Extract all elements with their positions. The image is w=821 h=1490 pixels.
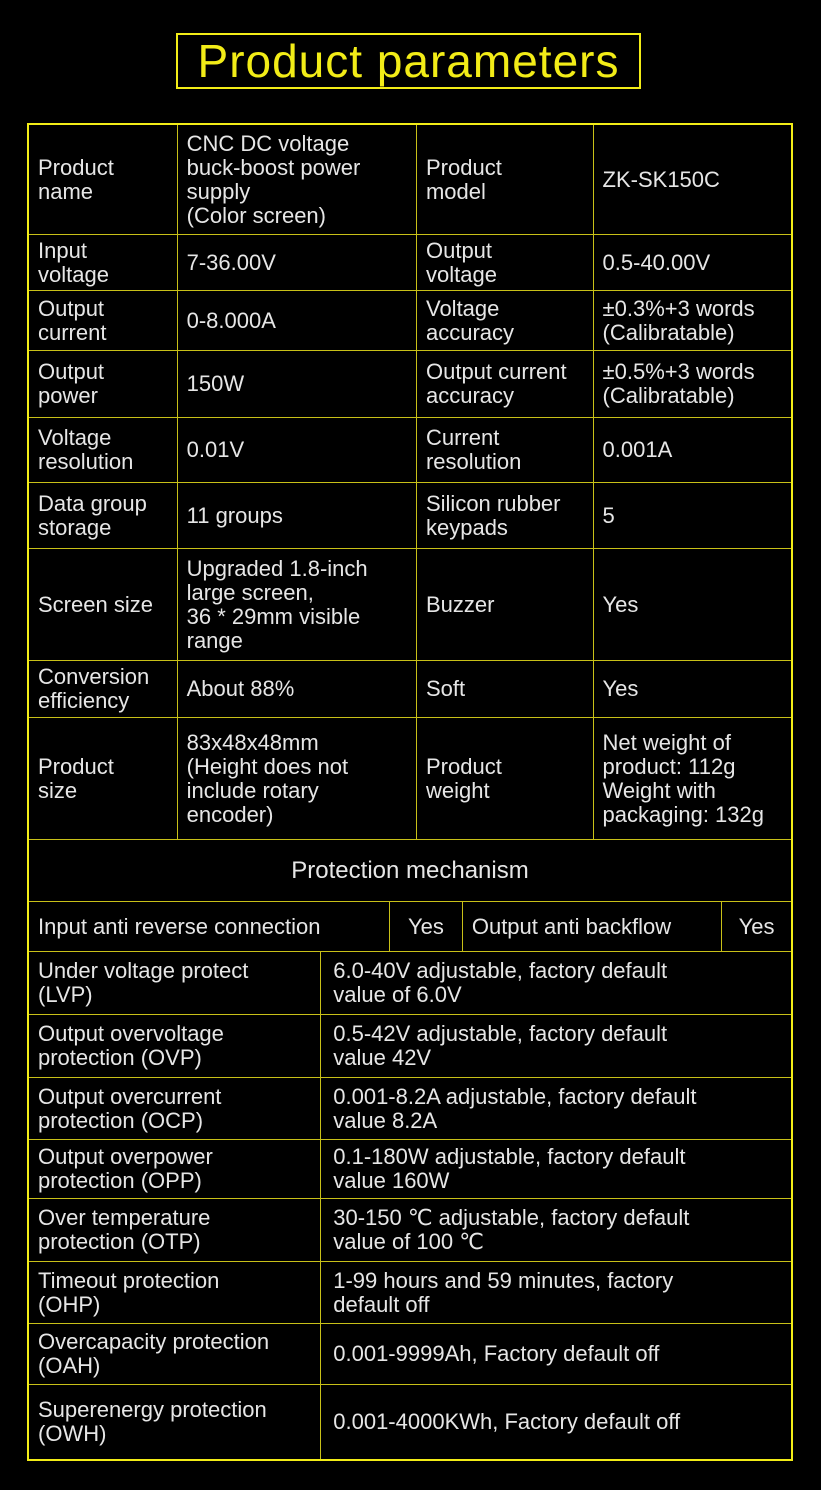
protection-value: 6.0-40V adjustable, factory default value of 6.0V bbox=[320, 952, 791, 1014]
param-value: Yes bbox=[389, 902, 462, 951]
title-box bbox=[176, 33, 641, 89]
param-label: Input anti reverse connection bbox=[38, 913, 321, 939]
param-value: Yes bbox=[721, 902, 791, 951]
param-value: 11 groups bbox=[177, 483, 416, 548]
protection-value: 0.001-8.2A adjustable, factory default value 8.2A bbox=[320, 1078, 791, 1139]
protection-value: 30-150 ℃ adjustable, factory default value of 100 ℃ bbox=[320, 1199, 791, 1261]
table-row bbox=[29, 717, 791, 839]
protection-value: 1-99 hours and 59 minutes, factory default off bbox=[320, 1262, 791, 1323]
param-label: Voltage accuracy bbox=[416, 291, 593, 350]
protection-label: Overcapacity protection (OAH) bbox=[38, 1329, 270, 1378]
section-title: Protection mechanism bbox=[291, 856, 529, 884]
param-label: Output voltage bbox=[416, 235, 593, 290]
param-label: Data group storage bbox=[38, 490, 147, 540]
param-value: ±0.5%+3 words (Calibratable) bbox=[593, 351, 791, 417]
param-value: 150W bbox=[177, 351, 416, 417]
param-label: Product size bbox=[38, 753, 114, 803]
param-value: 5 bbox=[593, 483, 791, 548]
param-label: Product weight bbox=[416, 718, 593, 839]
table-row bbox=[29, 234, 791, 290]
param-value: 0-8.000A bbox=[177, 291, 416, 350]
table-row bbox=[29, 1261, 791, 1323]
param-label: Output power bbox=[38, 359, 105, 408]
param-label: Output current accuracy bbox=[416, 351, 593, 417]
protection-label: Timeout protection (OHP) bbox=[38, 1267, 220, 1317]
table-row bbox=[29, 350, 791, 417]
parameters-table bbox=[27, 123, 793, 1461]
page-title: Product parameters bbox=[197, 35, 620, 87]
param-label: Screen size bbox=[38, 591, 153, 617]
param-label: Current resolution bbox=[416, 418, 593, 482]
param-label: Silicon rubber keypads bbox=[416, 483, 593, 548]
protection-value: 0.001-4000KWh, Factory default off bbox=[320, 1385, 791, 1459]
table-row bbox=[29, 290, 791, 350]
table-row bbox=[29, 1323, 791, 1384]
param-value: Yes bbox=[593, 661, 791, 717]
section-header-row bbox=[29, 839, 791, 901]
table-row bbox=[29, 417, 791, 482]
param-value: Upgraded 1.8-inch large screen, 36 * 29mm visible range bbox=[177, 549, 416, 660]
protection-label: Output overpower protection (OPP) bbox=[38, 1144, 213, 1193]
param-label: Output anti backflow bbox=[462, 902, 721, 951]
param-value: 83x48x48mm (Height does not include rotary encoder) bbox=[177, 718, 416, 839]
param-label: Conversion efficiency bbox=[38, 664, 150, 713]
param-value: 0.01V bbox=[177, 418, 416, 482]
table-row bbox=[29, 125, 791, 234]
param-value: 0.5-40.00V bbox=[593, 235, 791, 290]
table-row bbox=[29, 548, 791, 660]
protection-label: Over temperature protection (OTP) bbox=[38, 1205, 211, 1254]
param-value: Net weight of product: 112g Weight with packaging: 132g bbox=[593, 718, 791, 839]
param-value: 0.001A bbox=[593, 418, 791, 482]
param-label: Product model bbox=[416, 125, 593, 234]
table-row bbox=[29, 1198, 791, 1261]
table-row bbox=[29, 1077, 791, 1139]
param-value: ZK-SK150C bbox=[593, 125, 791, 234]
protection-label: Under voltage protect (LVP) bbox=[38, 958, 249, 1007]
table-row bbox=[29, 660, 791, 717]
param-value: CNC DC voltage buck-boost power supply (Color screen) bbox=[177, 125, 416, 234]
protection-label: Output overcurrent protection (OCP) bbox=[38, 1083, 222, 1133]
param-label: Soft bbox=[416, 661, 593, 717]
protection-label: Superenergy protection (OWH) bbox=[38, 1397, 267, 1446]
param-value: 7-36.00V bbox=[177, 235, 416, 290]
protection-value: 0.001-9999Ah, Factory default off bbox=[320, 1324, 791, 1384]
param-label: Output current bbox=[38, 295, 107, 345]
param-label: Voltage resolution bbox=[38, 425, 134, 474]
protection-label: Output overvoltage protection (OVP) bbox=[38, 1021, 224, 1070]
param-value: Yes bbox=[593, 549, 791, 660]
param-label: Product name bbox=[38, 154, 114, 204]
param-label: Input voltage bbox=[38, 237, 109, 287]
param-value: About 88% bbox=[177, 661, 416, 717]
protection-value: 0.1-180W adjustable, factory default value 160W bbox=[320, 1140, 791, 1198]
table-row bbox=[29, 951, 791, 1014]
table-row bbox=[29, 482, 791, 548]
param-value: ±0.3%+3 words (Calibratable) bbox=[593, 291, 791, 350]
table-row bbox=[29, 1139, 791, 1198]
param-label: Buzzer bbox=[416, 549, 593, 660]
table-row bbox=[29, 1384, 791, 1459]
table-row bbox=[29, 901, 791, 951]
protection-value: 0.5-42V adjustable, factory default value 42V bbox=[320, 1015, 791, 1077]
table-row bbox=[29, 1014, 791, 1077]
